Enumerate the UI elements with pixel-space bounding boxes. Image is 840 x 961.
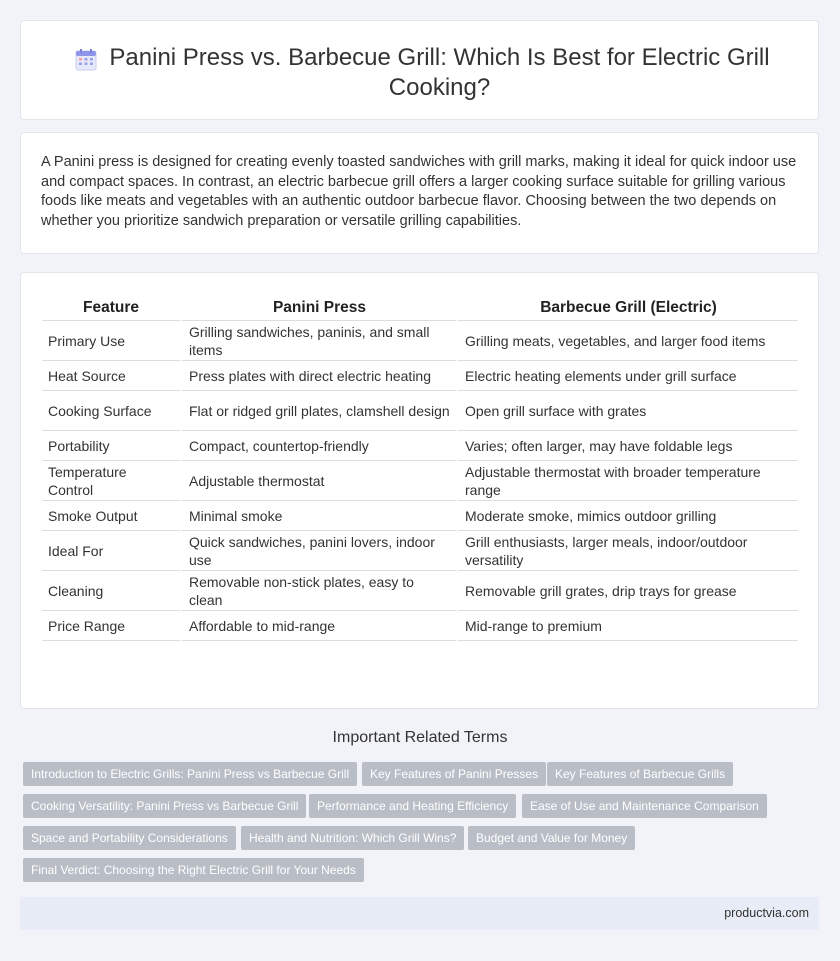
header-panini-press: Panini Press xyxy=(180,295,456,321)
intro-card xyxy=(20,132,819,254)
feature-cell: Cooking Surface xyxy=(42,391,180,431)
site-link[interactable]: productvia.com xyxy=(724,906,809,920)
related-term-tag[interactable]: Introduction to Electric Grills: Panini Press vs Barbecue Grill xyxy=(23,762,357,786)
panini-cell: Minimal smoke xyxy=(180,501,456,531)
feature-cell: Portability xyxy=(42,431,180,461)
panini-cell: Flat or ridged grill plates, clamshell design xyxy=(180,391,456,431)
related-term-tag[interactable]: Ease of Use and Maintenance Comparison xyxy=(522,794,767,818)
header-barbecue-grill: Barbecue Grill (Electric) xyxy=(456,295,798,321)
related-term-tag[interactable]: Cooking Versatility: Panini Press vs Barbecue Grill xyxy=(23,794,306,818)
panini-cell: Affordable to mid-range xyxy=(180,611,456,641)
table-row xyxy=(42,611,798,641)
related-term-tag[interactable]: Space and Portability Considerations xyxy=(23,826,236,850)
title-card xyxy=(20,20,819,120)
calendar-icon xyxy=(75,49,97,71)
grill-cell: Open grill surface with grates xyxy=(456,391,798,431)
grill-cell: Electric heating elements under grill surface xyxy=(456,361,798,391)
table-row xyxy=(42,321,798,361)
table-row xyxy=(42,361,798,391)
table-row xyxy=(42,501,798,531)
related-term-tag[interactable]: Budget and Value for Money xyxy=(468,826,635,850)
table-row xyxy=(42,391,798,431)
comparison-card xyxy=(20,272,819,709)
feature-cell: Heat Source xyxy=(42,361,180,391)
grill-cell: Grill enthusiasts, larger meals, indoor/outdoor versatility xyxy=(456,531,798,571)
panini-cell: Removable non-stick plates, easy to clean xyxy=(180,571,456,611)
panini-cell: Grilling sandwiches, paninis, and small items xyxy=(180,321,456,361)
table-row xyxy=(42,431,798,461)
feature-cell: Price Range xyxy=(42,611,180,641)
feature-cell: Ideal For xyxy=(42,531,180,571)
table-header-row xyxy=(42,295,798,321)
related-term-tag[interactable]: Key Features of Panini Presses xyxy=(362,762,546,786)
table-row xyxy=(42,531,798,571)
feature-cell: Primary Use xyxy=(42,321,180,361)
table-row xyxy=(42,571,798,611)
intro-paragraph: A Panini press is designed for creating evenly toasted sandwiches with grill marks, making it ideal for quick indoor use and compact spaces. In contrast, an electric barbecue grill offers a larger cooking surface suitable for grilling various foods like meats and vegetables with an authentic outdoor barbecue flavor. Choosing between the two depends on whether you prioritize sandwich preparation or versatile grilling capabilities. xyxy=(41,154,797,229)
grill-cell: Varies; often larger, may have foldable legs xyxy=(456,431,798,461)
footer xyxy=(20,897,819,930)
panini-cell: Press plates with direct electric heating xyxy=(180,361,456,391)
related-term-tag[interactable]: Key Features of Barbecue Grills xyxy=(547,762,733,786)
grill-cell: Grilling meats, vegetables, and larger food items xyxy=(456,321,798,361)
related-term-tag[interactable]: Performance and Heating Efficiency xyxy=(309,794,516,818)
panini-cell: Quick sandwiches, panini lovers, indoor use xyxy=(180,531,456,571)
page-title: Panini Press vs. Barbecue Grill: Which Is Best for Electric Grill Cooking? xyxy=(109,44,770,101)
feature-cell: Smoke Output xyxy=(42,501,180,531)
header-feature: Feature xyxy=(42,295,180,321)
panini-cell: Compact, countertop-friendly xyxy=(180,431,456,461)
comparison-table xyxy=(42,295,798,641)
grill-cell: Removable grill grates, drip trays for grease xyxy=(456,571,798,611)
grill-cell: Mid-range to premium xyxy=(456,611,798,641)
panini-cell: Adjustable thermostat xyxy=(180,461,456,501)
grill-cell: Adjustable thermostat with broader temperature range xyxy=(456,461,798,501)
grill-cell: Moderate smoke, mimics outdoor grilling xyxy=(456,501,798,531)
table-row xyxy=(42,461,798,501)
related-term-tag[interactable]: Health and Nutrition: Which Grill Wins? xyxy=(241,826,464,850)
feature-cell: Temperature Control xyxy=(42,461,180,501)
related-term-tag[interactable]: Final Verdict: Choosing the Right Electric Grill for Your Needs xyxy=(23,858,364,882)
related-terms-heading: Important Related Terms xyxy=(332,729,508,746)
feature-cell: Cleaning xyxy=(42,571,180,611)
